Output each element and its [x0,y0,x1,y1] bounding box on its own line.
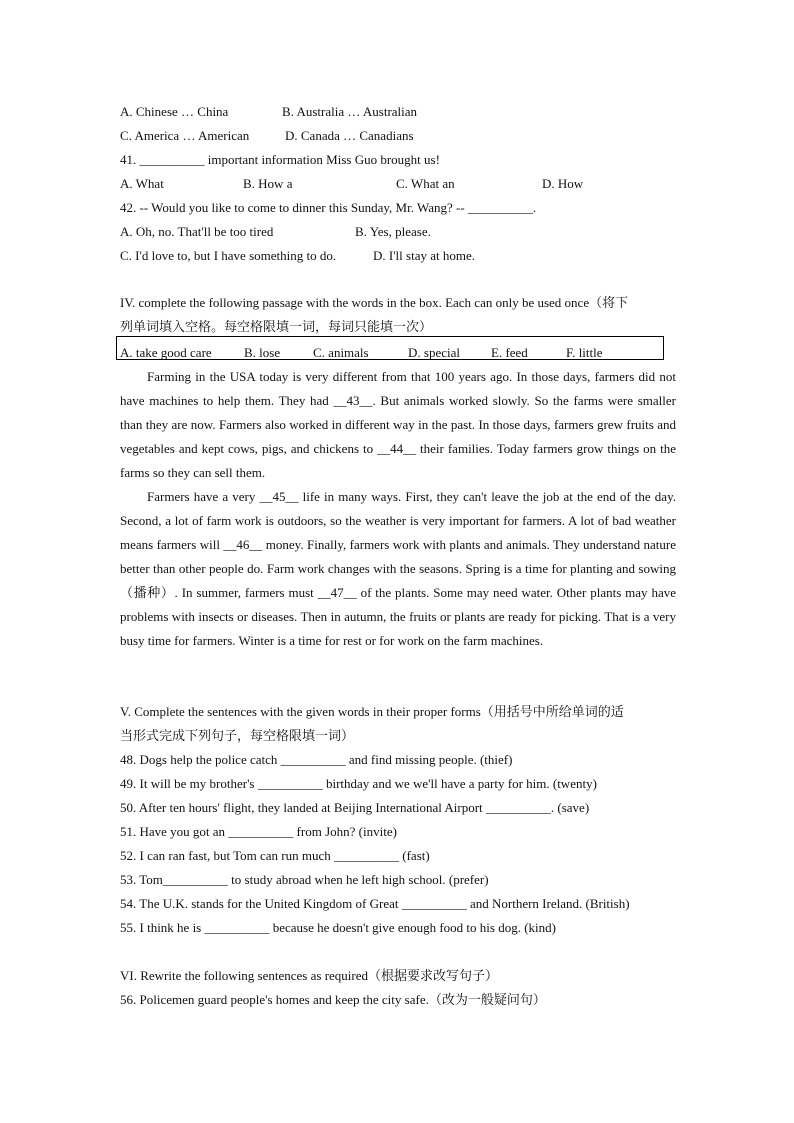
passage [120,365,676,653]
word-box-item: C. animals [313,345,369,360]
word-box-item: A. take good care [120,345,212,360]
q40-options-row-1 [120,100,676,124]
question-55: 55. I think he is __________ because he doesn't give enough food to his dog. (kind) [120,920,556,935]
q42-option-b: B. Yes, please. [355,224,431,239]
q40-option-b: B. Australia … Australian [282,104,418,119]
question-53: 53. Tom__________ to study abroad when he left high school. (prefer) [120,872,489,887]
q40-option-d: D. Canada … Canadians [285,128,414,143]
q42-options-row-2 [120,244,676,268]
q41-option-c: C. What an [396,176,455,191]
section-5-heading-line-2: 当形式完成下列句子，每空格限填一词） [120,728,355,743]
q42-stem: 42. -- Would you like to come to dinner this Sunday, Mr. Wang? -- __________. [120,200,537,215]
q42-option-c: C. I'd love to, but I have something to do. [120,248,337,263]
question-48: 48. Dogs help the police catch __________ and find missing people. (thief) [120,752,513,767]
question-56: 56. Policemen guard people's homes and keep the city safe.（改为一般疑问句） [120,992,546,1007]
q41-options [120,172,676,196]
passage-paragraph-2: Farmers have a very __45__ life in many ways. First, they can't leave the job at the end of the day. Second, a lot of farm work is outdoors, so the weather is very important for farmers. A lot of bad weather means farmers will __46__ money. Finally, farmers work with plants and animals. They understand nature better than other people do. Farm work changes with the seasons. Spring is a time for planting and sowing（播种）. In summer, farmers must __47__ of the plants. Some may need water. Other plants may have problems with insects or diseases. Then in autumn, the fruits or plants are ready for picking. That is a very busy time for farmers. Winter is a time for rest or for work on the farm machines. [120,489,676,648]
question-49: 49. It will be my brother's __________ birthday and we we'll have a party for him. (twenty) [120,776,597,791]
word-box-items [120,341,676,365]
q40-option-c: C. America … American [120,128,250,143]
q42-option-a: A. Oh, no. That'll be too tired [120,224,274,239]
question-54: 54. The U.K. stands for the United Kingdom of Great __________ and Northern Ireland. (British) [120,896,630,911]
section-5-heading-line-1: V. Complete the sentences with the given words in their proper forms（用括号中所给单词的适 [120,704,624,719]
q41-option-b: B. How a [243,176,293,191]
word-box-item: E. feed [491,345,528,360]
question-52: 52. I can ran fast, but Tom can run much __________ (fast) [120,848,430,863]
word-box-item: D. special [408,345,460,360]
q42-options-row-1 [120,220,676,244]
section-4-heading-line-1: IV. complete the following passage with the words in the box. Each can only be used once（将下 [120,295,629,310]
section-6-heading: VI. Rewrite the following sentences as required（根据要求改写句子） [120,968,499,983]
q41-option-a: A. What [120,176,164,191]
word-box-item: F. little [566,345,603,360]
q42-option-d: D. I'll stay at home. [373,248,475,263]
q40-option-a: A. Chinese … China [120,104,229,119]
q40-options-row-2 [120,124,676,148]
word-box-item: B. lose [244,345,281,360]
passage-paragraph-1: Farming in the USA today is very different from that 100 years ago. In those days, farmers did not have machines to help them. They had __43__. But animals worked slowly. So the farms were smaller than they are now. Farmers also worked in different way in the past. In those days, farmers grew fruits and vegetables and kept cows, pigs, and chickens to __44__ their families. Today farmers grow things on the farms so they can sell them. [120,369,676,480]
question-50: 50. After ten hours' flight, they landed at Beijing International Airport __________. (save) [120,800,590,815]
q41-stem: 41. __________ important information Miss Guo brought us! [120,152,440,167]
section-4-heading-line-2: 列单词填入空格。每空格限填一词，每词只能填一次） [120,319,433,334]
q41-option-d: D. How [542,176,584,191]
question-51: 51. Have you got an __________ from John? (invite) [120,824,397,839]
